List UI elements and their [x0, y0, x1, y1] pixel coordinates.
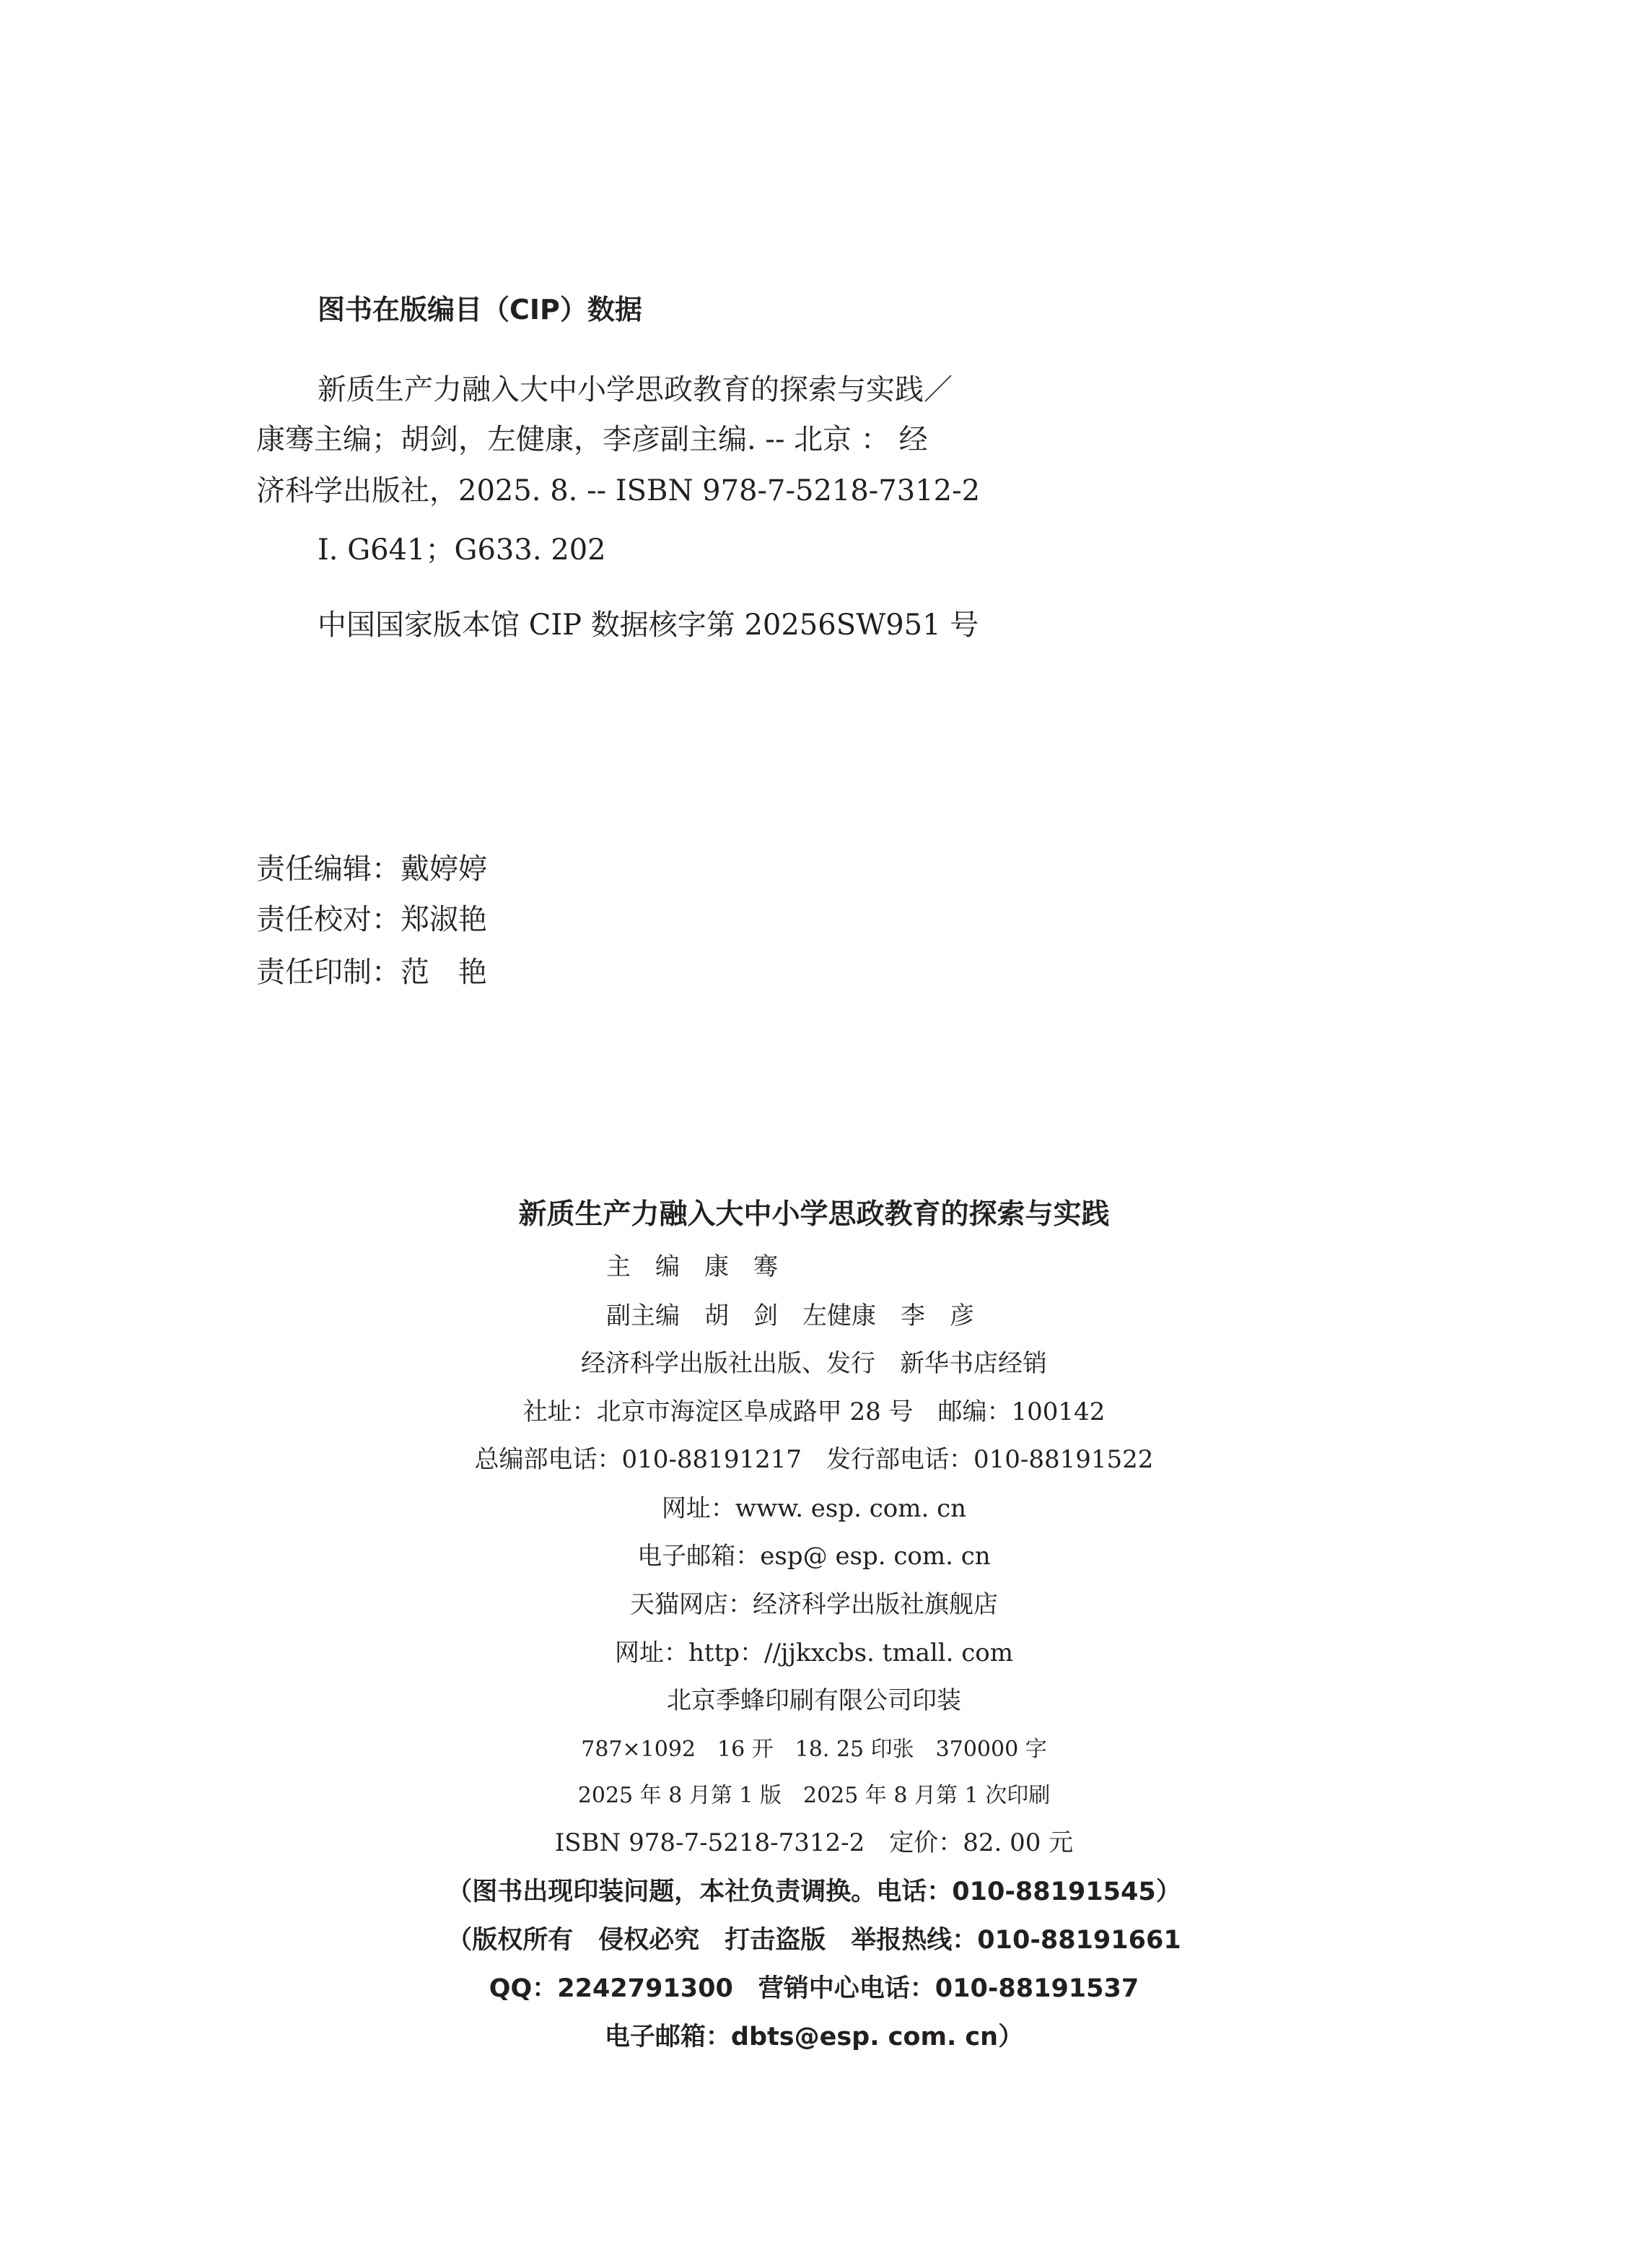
cip-heading: 图书在版编目（CIP）数据	[318, 294, 642, 326]
cip-record-line-1: 新质生产力融入大中小学思政教育的探索与实践／	[318, 373, 953, 406]
notice-email: 电子邮箱：dbts@esp. com. cn）	[604, 2023, 1024, 2051]
responsible-editor: 责任编辑：戴婷婷	[256, 852, 487, 886]
edition-info: 2025 年 8 月第 1 版 2025 年 8 月第 1 次印刷	[577, 1783, 1051, 1808]
publisher-email: 电子邮箱：esp@ esp. com. cn	[637, 1542, 991, 1571]
publisher-website: 网址：www. esp. com. cn	[661, 1494, 967, 1523]
printer: 北京季蜂印刷有限公司印装	[667, 1686, 961, 1715]
cip-record-line-3: 济科学出版社，2025. 8. -- ISBN 978-7-5218-7312-2	[256, 474, 981, 507]
book-format: 787×1092 16 开 18. 25 印张 370000 字	[581, 1737, 1047, 1762]
cip-verification-number: 中国国家版本馆 CIP 数据核字第 20256SW951 号	[318, 609, 979, 642]
notice-qq-marketing: QQ：2242791300 营销中心电话：010-88191537	[489, 1974, 1139, 2003]
isbn-price: ISBN 978-7-5218-7312-2 定价：82. 00 元	[554, 1828, 1074, 1857]
notice-printing-issues: （图书出现印装问题，本社负责调换。电话：010-88191545）	[447, 1877, 1181, 1906]
publisher-line: 经济科学出版社出版、发行 新华书店经销	[581, 1349, 1047, 1378]
deputy-editors: 副主编 胡 剑 左健康 李 彦	[606, 1301, 974, 1330]
cip-record-line-2: 康骞主编；胡剑，左健康，李彦副主编. -- 北京 ： 经	[256, 423, 928, 456]
chief-editor: 主 编 康 骞	[606, 1252, 778, 1281]
tmall-store: 天猫网店：经济科学出版社旗舰店	[630, 1590, 998, 1619]
responsible-proofreader: 责任校对：郑淑艳	[256, 903, 487, 936]
publisher-phones: 总编部电话：010-88191217 发行部电话：010-88191522	[474, 1445, 1154, 1474]
responsible-printing: 责任印制：范 艳	[256, 956, 487, 989]
tmall-url: 网址：http：//jjkxcbs. tmall. com	[615, 1639, 1013, 1667]
notice-copyright: （版权所有 侵权必究 打击盗版 举报热线：010-88191661	[447, 1926, 1181, 1955]
cip-classification: Ⅰ. G641；G633. 202	[318, 533, 606, 567]
publisher-address: 社址：北京市海淀区阜成路甲 28 号 邮编：100142	[522, 1397, 1106, 1426]
book-title: 新质生产力融入大中小学思政教育的探索与实践	[518, 1198, 1110, 1231]
